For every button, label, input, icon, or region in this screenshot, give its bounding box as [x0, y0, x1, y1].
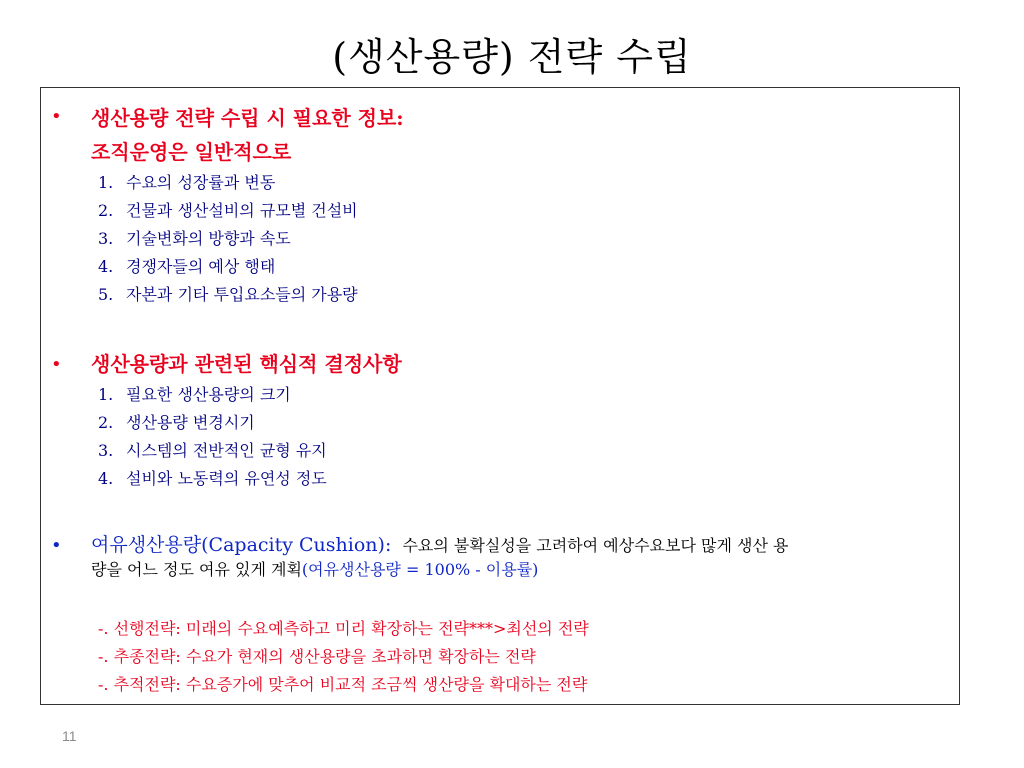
content-box — [40, 87, 960, 705]
slide-title: (생산용량) 전략 수립 — [332, 35, 692, 79]
section2-item — [98, 410, 255, 433]
item-text: 건물과 생산설비의 규모별 건설비 — [126, 201, 358, 220]
item-number: 1. — [98, 173, 114, 192]
item-number: 4. — [98, 469, 114, 488]
section1-subheading: 조직운영은 일반적으로 — [91, 140, 292, 164]
section1-item — [98, 198, 358, 221]
item-text: 경쟁자들의 예상 행태 — [126, 257, 276, 276]
section1-item — [98, 282, 358, 305]
item-text: 기술변화의 방향과 속도 — [126, 229, 291, 248]
section3-line2 — [91, 557, 538, 580]
capacity-cushion-term: 여유생산용량(Capacity Cushion): — [91, 534, 392, 556]
section2-item — [98, 438, 327, 461]
section2-item — [98, 382, 291, 405]
item-text: 필요한 생산용량의 크기 — [126, 385, 291, 404]
section3-line1 — [91, 530, 788, 557]
bullet-3: • — [51, 535, 62, 556]
strategy-lead: -. 선행전략: 미래의 수요예측하고 미리 확장하는 전략***>최선의 전략 — [98, 619, 589, 638]
section1-item — [98, 170, 275, 193]
item-number: 1. — [98, 385, 114, 404]
section2-heading: 생산용량과 관련된 핵심적 결정사항 — [91, 352, 402, 376]
capacity-cushion-definition-cont: 량을 어느 정도 여유 있게 계획 — [91, 560, 302, 579]
item-number: 3. — [98, 441, 114, 460]
item-number: 4. — [98, 257, 114, 276]
item-text: 자본과 기타 투입요소들의 가용량 — [126, 285, 358, 304]
capacity-cushion-formula: (여유생산용량 = 100% - 이용률) — [301, 560, 539, 579]
section1-item — [98, 254, 275, 277]
bullet-2: • — [51, 354, 62, 375]
section2-item — [98, 466, 327, 489]
item-number: 5. — [98, 285, 114, 304]
item-number: 2. — [98, 413, 114, 432]
section1-item — [98, 226, 291, 249]
page-number: 11 — [62, 728, 77, 744]
item-number: 2. — [98, 201, 114, 220]
bullet-1: • — [51, 106, 62, 127]
item-number: 3. — [98, 229, 114, 248]
item-text: 수요의 성장률과 변동 — [126, 173, 276, 192]
strategy-follow: -. 추종전략: 수요가 현재의 생산용량을 초과하면 확장하는 전략 — [98, 647, 536, 666]
strategy-track: -. 추적전략: 수요증가에 맞추어 비교적 조금씩 생산량을 확대하는 전략 — [98, 675, 588, 694]
item-text: 생산용량 변경시기 — [126, 413, 255, 432]
item-text: 시스템의 전반적인 균형 유지 — [126, 441, 327, 460]
section1-heading: 생산용량 전략 수립 시 필요한 정보: — [91, 106, 404, 130]
capacity-cushion-definition: 수요의 불확실성을 고려하여 예상수요보다 많게 생산 용 — [402, 536, 789, 555]
item-text: 설비와 노동력의 유연성 정도 — [126, 469, 327, 488]
